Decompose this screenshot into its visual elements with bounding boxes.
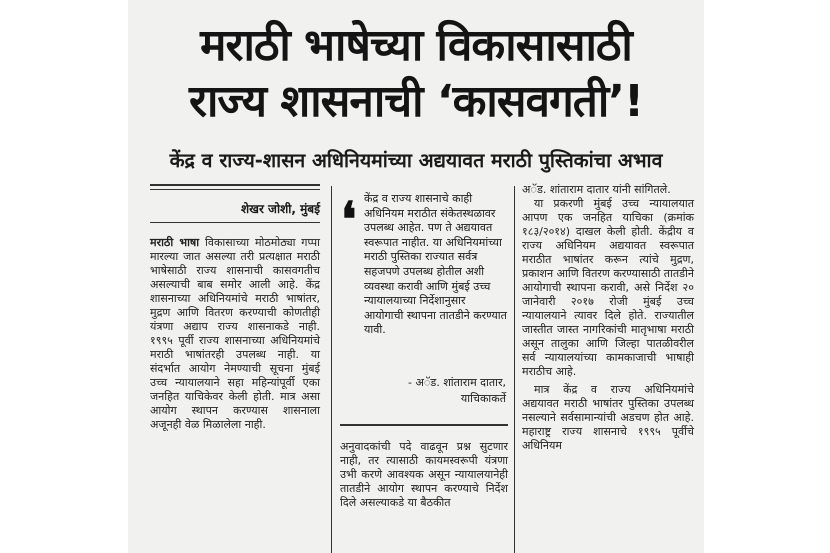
byline: शेखर जोशी, मुंबई: [241, 202, 320, 216]
pull-quote-attribution: [364, 375, 506, 407]
right-column-para-3: मात्र केंद्र व राज्य अधिनियमांचे अद्ययावत मराठी भाषांतर पुस्तिका उपलब्ध नसल्याने सर्वसामान्यांची अडचण होत आहे. महाराष्ट्र राज्य शासनाचे १९९५ पूर्वीचे अधिनियम: [522, 383, 694, 452]
pull-quote-text: केंद्र व राज्य शासनाचे काही अधिनियम मराठीत संकेतस्थळावर उपलब्ध आहेत. पण ते अद्ययावत स्वरूपात नाहीत. या अधिनियमांच्या मराठी पुस्तिका राज्यात सर्वत्र सहजपणे उपलब्ध होतील अशी व्यवस्था करावी आणि मुंबई उच्च न्यायालयाच्या निर्देशानुसार आयोगाची स्थापना तातडीने करण्यात यावी.: [364, 192, 507, 337]
attribution-role: याचिकाकर्ते: [460, 392, 506, 405]
headline-line-1: मराठी भाषेच्या विकासासाठी: [200, 20, 632, 71]
middle-column: [340, 440, 508, 510]
left-column: [150, 236, 320, 432]
newspaper-clipping: [128, 0, 704, 553]
right-column: [522, 183, 694, 453]
column-divider-2: [514, 186, 515, 553]
left-column-text: विकासाच्या मोठमोठ्या गप्पा मारल्या जात असल्या तरी प्रत्यक्षात मराठी भाषेसाठी राज्य शासनाची कासवगतीच असल्याची बाब समोर आली आहे. केंद्र शासनाच्या अधिनियमांचे मराठी भाषांतर, मुद्रण आणि वितरण करण्याची कोणतीही यंत्रणा अद्याप राज्य शासनाकडे नाही. १९९५ पूर्वी राज्य शासनाच्या अधिनियमांचे मराठी भाषांतरही उपलब्ध नाही. या संदर्भात आयोग नेमण्याची सूचना मुंबई उच्च न्यायालयाने सहा महिन्यांपूर्वी एका जनहित याचिकेवर केली होती. मात्र असा आयोग स्थापन करण्यास शासनाला अजूनही वेळ मिळालेला नाही.: [150, 236, 320, 431]
lead-word: मराठी भाषा: [150, 236, 200, 249]
column-divider-1: [331, 186, 332, 553]
top-divider-2: [150, 189, 320, 190]
attribution-name: - अॅड. शांताराम दातार,: [408, 376, 506, 389]
right-column-para-2: या प्रकरणी मुंबई उच्च न्यायालयात आपण एक जनहित याचिका (क्रमांक १८३/२०१४) दाखल केली होती. केंद्रीय व राज्य अधिनियम अद्ययावत स्वरूपात मराठीत भाषांतर करून त्यांचे मुद्रण, प्रकाशन आणि वितरण करण्यासाठी तातडीने आयोगाची स्थापना करावी, असे निर्देश २० जानेवारी २०१७ रोजी मुंबई उच्च न्यायालयाने त्यावर दिले होते. राज्यातील जास्तीत जास्त नागरिकांची मातृभाषा मराठी असून तालुका आणि जिल्हा पातळीवरील सर्व न्यायालयांच्या कामकाजाची भाषाही मराठीच आहे.: [522, 197, 695, 378]
middle-column-text: अनुवादकांची पदे वाढवून प्रश्न सुटणार नाही, तर त्यासाठी कायमस्वरूपी यंत्रणा उभी करणे आवश्यक असून न्यायालयानेही तातडीने आयोग स्थापन करण्याचे निर्देश दिले असल्याकडे या बैठकीत: [340, 440, 508, 509]
right-column-para-1: अॅड. शांताराम दातार यांनी सांगितले.: [522, 183, 671, 196]
quote-mark-icon: ❛: [341, 192, 357, 248]
byline-underline: [150, 222, 320, 223]
top-divider: [150, 184, 320, 186]
headline-line-2: राज्य शासनाची ‘कासवगती’!: [188, 76, 644, 127]
quote-divider: [340, 424, 508, 426]
subheadline: केंद्र व राज्य-शासन अधिनियमांच्या अद्ययावत मराठी पुस्तिकांचा अभाव: [169, 149, 663, 172]
